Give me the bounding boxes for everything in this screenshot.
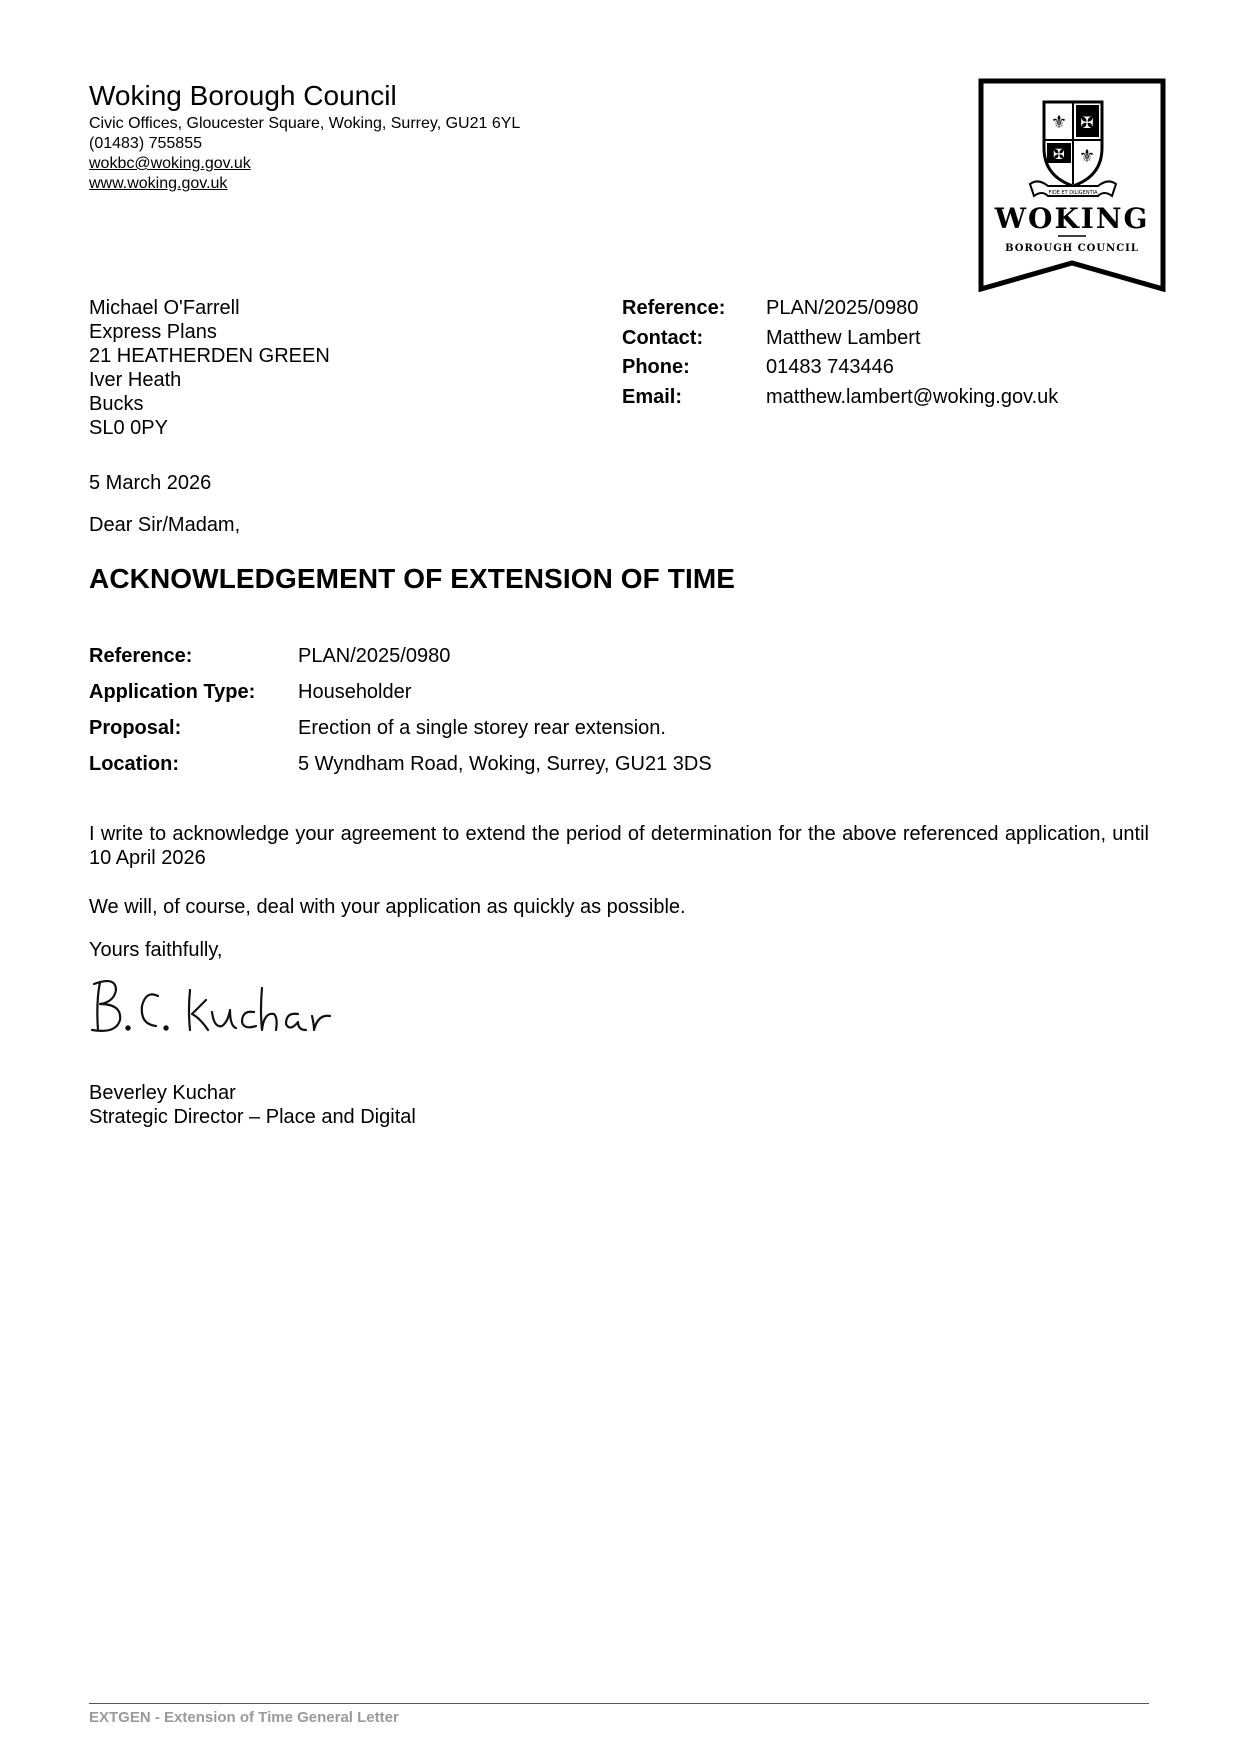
woking-council-logo	[978, 78, 1166, 292]
footer-divider	[89, 1703, 1149, 1704]
council-address: Civic Offices, Gloucester Square, Woking, Surrey, GU21 6YL	[89, 115, 521, 132]
contact-row-contact	[622, 326, 1058, 356]
application-label: Application Type:	[89, 681, 256, 703]
application-row-reference	[89, 644, 712, 680]
salutation: Dear Sir/Madam,	[89, 514, 241, 536]
svg-text:⚜: ⚜	[1050, 112, 1068, 133]
signer-title: Strategic Director – Place and Digital	[89, 1106, 416, 1128]
contact-value: 01483 743446	[766, 356, 894, 378]
application-label: Location:	[89, 753, 179, 775]
application-row-proposal	[89, 716, 712, 752]
application-details	[89, 644, 712, 788]
footer-template-code: EXTGEN - Extension of Time General Letter	[89, 1709, 399, 1726]
recipient-address	[89, 296, 330, 440]
svg-text:✠: ✠	[1053, 147, 1065, 163]
closing-line: Yours faithfully,	[89, 939, 223, 961]
contact-label: Phone:	[622, 356, 690, 378]
recipient-line: SL0 0PY	[89, 417, 168, 439]
application-row-type	[89, 680, 712, 716]
svg-text:WOKING: WOKING	[994, 202, 1150, 235]
letter-heading: ACKNOWLEDGEMENT OF EXTENSION OF TIME	[89, 563, 736, 594]
recipient-line: Iver Heath	[89, 369, 182, 391]
assurance-paragraph: We will, of course, deal with your application as quickly as possible.	[89, 896, 686, 918]
contact-value: matthew.lambert@woking.gov.uk	[766, 385, 1059, 408]
contact-row-phone	[622, 355, 1058, 385]
acknowledgement-paragraph: I write to acknowledge your agreement to extend the period of determination for the above referenced application, until 10 April 2026	[89, 823, 1149, 869]
application-value: Householder	[298, 681, 412, 703]
application-label: Proposal:	[89, 717, 182, 739]
contact-details	[622, 296, 1058, 414]
svg-text:BOROUGH COUNCIL: BOROUGH COUNCIL	[1005, 243, 1139, 254]
application-value: 5 Wyndham Road, Woking, Surrey, GU21 3DS	[298, 753, 712, 775]
council-contact-block	[89, 114, 520, 194]
council-phone: (01483) 755855	[89, 135, 202, 152]
contact-label: Contact:	[622, 326, 704, 349]
application-value: PLAN/2025/0980	[298, 645, 451, 667]
council-email-link[interactable]: wokbc@woking.gov.uk	[89, 155, 251, 172]
svg-text:FIDE ET DILIGENTIA: FIDE ET DILIGENTIA	[1048, 190, 1098, 196]
handwritten-signature	[86, 972, 356, 1042]
contact-label: Email:	[622, 385, 683, 408]
svg-text:✠: ✠	[1080, 113, 1094, 132]
council-name: Woking Borough Council	[89, 80, 397, 111]
signer-name: Beverley Kuchar	[89, 1082, 236, 1104]
contact-value: PLAN/2025/0980	[766, 297, 919, 319]
signer-block	[89, 1081, 416, 1129]
recipient-line: 21 HEATHERDEN GREEN	[89, 345, 330, 367]
recipient-line: Bucks	[89, 393, 144, 415]
recipient-line: Express Plans	[89, 321, 217, 343]
council-crest-icon	[978, 78, 1166, 292]
contact-label: Reference:	[622, 297, 726, 319]
contact-row-email	[622, 385, 1058, 415]
application-value: Erection of a single storey rear extension.	[298, 717, 666, 739]
application-row-location	[89, 752, 712, 788]
application-label: Reference:	[89, 645, 193, 667]
council-website-link[interactable]: www.woking.gov.uk	[89, 175, 228, 192]
letter-date: 5 March 2026	[89, 472, 212, 494]
recipient-line: Michael O'Farrell	[89, 297, 240, 319]
svg-text:⚜: ⚜	[1078, 146, 1096, 167]
contact-value: Matthew Lambert	[766, 326, 921, 349]
contact-row-reference	[622, 296, 1058, 326]
